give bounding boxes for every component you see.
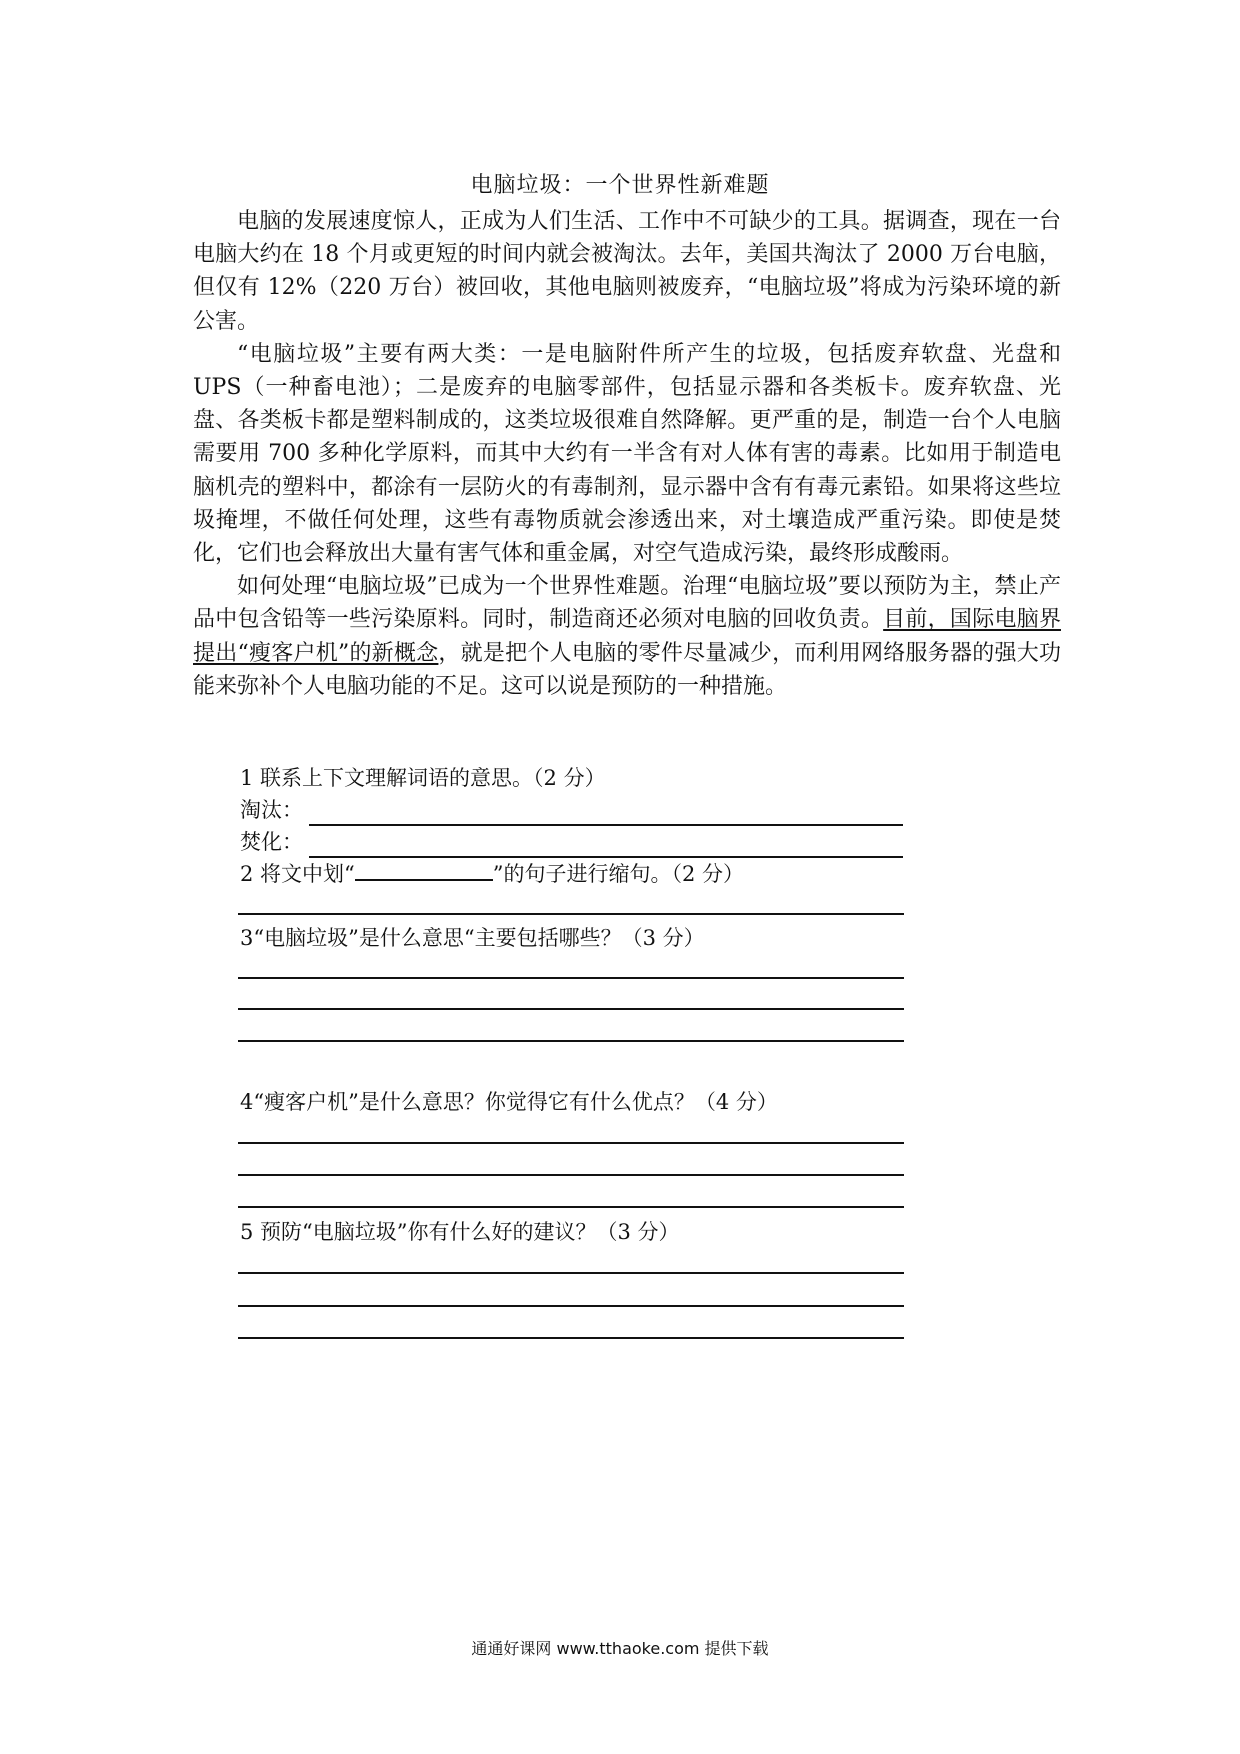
answer-line-q4-2[interactable] [238, 1174, 904, 1176]
question-3-block [240, 922, 940, 954]
paragraph-3-before: 如何处理“电脑垃圾”已成为一个世界性难题。治理“电脑垃圾”要以预防为主，禁止产品中包含铅等一些污染原料。同时，制造商还必须对电脑的回收负责。 [193, 574, 1061, 633]
questions-section [240, 762, 940, 890]
paragraph-3-after: ，就是把个人电脑的零件尽量减少，而利用网络服务器的强大功能来弥补个人电脑功能的不足。这可以说是预防的一种措施。 [193, 640, 1061, 699]
answer-line-q5-1[interactable] [238, 1272, 904, 1274]
question-5: 5 预防“电脑垃圾”你有什么好的建议？（3 分） [240, 1220, 680, 1244]
answer-line-taotai[interactable] [309, 800, 903, 826]
answer-line-q3-3[interactable] [238, 1040, 904, 1042]
word-fenhua-label: 焚化： [240, 830, 303, 854]
answer-row-fenhua [240, 826, 940, 858]
question-1: 1 联系上下文理解词语的意思。（2 分） [240, 766, 606, 790]
question-5-block [240, 1216, 940, 1248]
underlined-sentence: 目前，国际电脑界提出“瘦客户机”的新概念 [193, 607, 1061, 666]
underline-sample [355, 859, 493, 881]
footer-credit: 通通好课网 www.tthaoke.com 提供下载 [471, 1639, 769, 1658]
answer-line-q3-1[interactable] [238, 977, 904, 979]
article-body [193, 205, 1061, 703]
question-2-prefix: 2 将文中划“ [240, 862, 355, 886]
answer-line-q2[interactable] [238, 913, 904, 915]
question-4: 4“瘦客户机”是什么意思？你觉得它有什么优点？（4 分） [240, 1090, 778, 1114]
answer-line-q5-2[interactable] [238, 1305, 904, 1307]
answer-line-q5-3[interactable] [238, 1337, 904, 1339]
question-2-suffix: ”的句子进行缩句。（2 分） [492, 862, 745, 886]
answer-line-q4-1[interactable] [238, 1142, 904, 1144]
paragraph-3 [193, 570, 1061, 703]
article-title: 电脑垃圾：一个世界性新难题 [470, 173, 770, 198]
question-2 [240, 858, 940, 890]
answer-line-fenhua[interactable] [309, 832, 903, 858]
paragraph-2: “电脑垃圾”主要有两大类：一是电脑附件所产生的垃圾，包括废弃软盘、光盘和 UPS（一种畜电池）；二是废弃的电脑零部件，包括显示器和各类板卡。废弃软盘、光盘、各类板卡都是塑料制成的，这类垃圾很难自然降解。更严重的是，制造一台个人电脑需要用 700 多种化学原料，而其中大约有一半含有对人体有害的毒素。比如用于制造电脑机壳的塑料中，都涂有一层防火的有毒制剂，显示器中含有有毒元素铅。如果将这些垃圾掩埋，不做任何处理，这些有毒物质就会渗透出来，对土壤造成严重污染。即使是焚化，它们也会释放出大量有害气体和重金属，对空气造成污染，最终形成酸雨。 [193, 341, 1061, 567]
question-3: 3“电脑垃圾”是什么意思“主要包括哪些？（3 分） [240, 926, 705, 950]
answer-line-q4-3[interactable] [238, 1206, 904, 1208]
word-taotai-label: 淘汰： [240, 798, 303, 822]
answer-row-taotai [240, 794, 940, 826]
paragraph-1: 电脑的发展速度惊人，正成为人们生活、工作中不可缺少的工具。据调查，现在一台电脑大约在 18 个月或更短的时间内就会被淘汰。去年，美国共淘汰了 2000 万台电脑，但仅有 12%（220 万台）被回收，其他电脑则被废弃，“电脑垃圾”将成为污染环境的新公害。 [193, 209, 1061, 334]
question-4-block [240, 1086, 940, 1118]
answer-line-q3-2[interactable] [238, 1008, 904, 1010]
